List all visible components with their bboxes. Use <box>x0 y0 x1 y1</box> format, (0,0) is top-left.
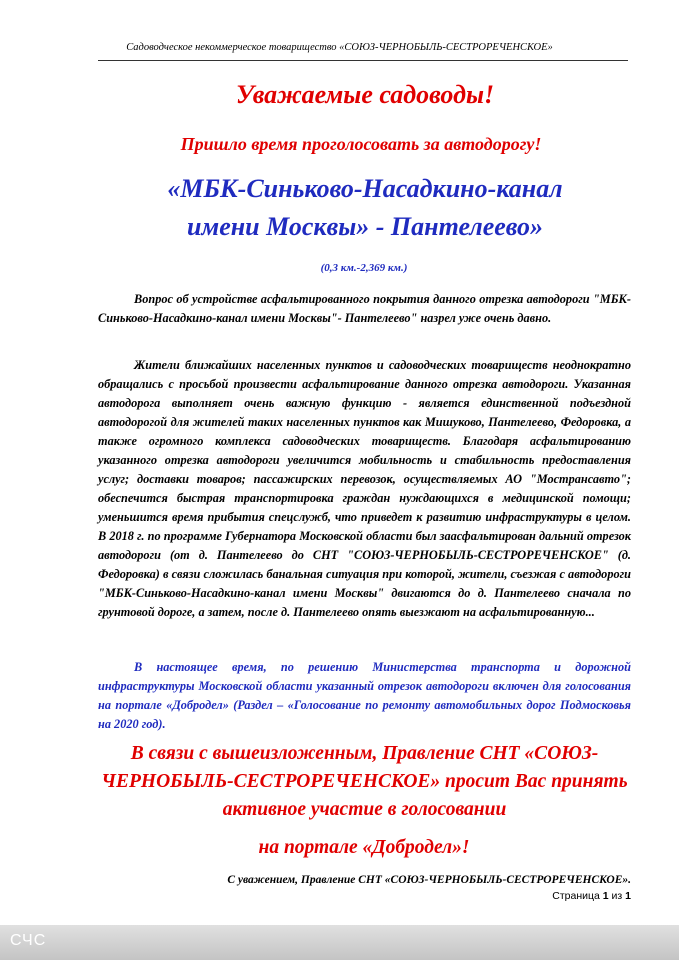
road-title-line-2: имени Москвы» - Пантелеево» <box>186 212 544 241</box>
road-title-line-1: «МБК-Синьково-Насадкино-канал <box>167 174 563 203</box>
page-number-separator: из <box>611 890 623 902</box>
page-number-prefix: Страница <box>552 890 600 902</box>
paragraph-details: Жители ближайших населенных пунктов и садоводческих товариществ неоднократно обращались с просьбой произвести асфальтирование данного отрезка автодороги. Указанная автодорога выполняет очень важную функцию - является единственной подъездной автодорогой для жителей таких населенных пунктов как Мишуково, Пантелеево, Федоровка, а также огромного комплекса садоводческих товариществ. Благодаря асфальтированию указанного отрезка автодороги увеличится мобильность и стабильность предоставления услуг; доставки товаров; пассажирских перевозок, осуществляемых АО "Мострансавто"; обеспечится быстрая транспортировка граждан нуждающихся в медицинской помощи; уменьшится время прибытия спецслужб, что приведет к развитию инфраструктуры в целом. В 2018 г. по программе Губернатора Московской области был заасфальтирован дальний отрезок автодороги (от д. Пантелеево до СНТ "СОЮЗ-ЧЕРНОБЫЛЬ-СЕСТРОРЕЧЕНСКОЕ" (д. Федоровка) в связи сложилась банальная ситуация при которой, жители, съезжая с автодороги "МБК-Синьково-Насадкино-канал имени Москвы" двигаются до д. Пантелеево сначала по грунтовой дороге, а затем, после д. Пантелеево опять выезжают на асфальтированную... <box>98 358 631 619</box>
bottom-bar <box>0 925 679 960</box>
page-number <box>552 890 631 902</box>
vote-subtitle: Пришло время проголосовать за автодорогу! <box>180 134 542 154</box>
signature: С уважением, Правление СНТ «СОЮЗ-ЧЕРНОБЫЛЬ-СЕСТРОРЕЧЕНСКОЕ». <box>227 874 631 886</box>
page-number-current: 1 <box>602 890 609 902</box>
page-header: Садоводческое некоммерческое товарищество «СОЮЗ-ЧЕРНОБЫЛЬ-СЕСТРОРЕЧЕНСКОЕ» <box>126 42 553 53</box>
closing-appeal: В связи с вышеизложенным, Правление СНТ «СОЮЗ-ЧЕРНОБЫЛЬ-СЕСТРОРЕЧЕНСКОЕ» просит Вас принять активное участие в голосовании <box>101 743 628 820</box>
page-number-total: 1 <box>625 890 631 902</box>
header-divider <box>98 60 628 61</box>
road-distance: (0,3 км.-2,369 км.) <box>320 262 408 274</box>
road-title <box>110 170 620 246</box>
paragraph-intro: Вопрос об устройстве асфальтированного покрытия данного отрезка автодороги "МБК-Синьково-Насадкино-канал имени Москвы"- Пантелеево" назрел уже очень давно. <box>98 292 631 325</box>
watermark: СЧС <box>10 932 47 949</box>
paragraph-ministry: В настоящее время, по решению Министерства транспорта и дорожной инфраструктуры Московской области указанный отрезок автодороги включен для голосования на портале «Добродел» (Раздел – «Голосование по ремонту автомобильных дорог Подмосковья на 2020 год). <box>98 660 631 731</box>
portal-call: на портале «Добродел»! <box>258 837 470 858</box>
greeting-title: Уважаемые садоводы! <box>235 80 495 109</box>
